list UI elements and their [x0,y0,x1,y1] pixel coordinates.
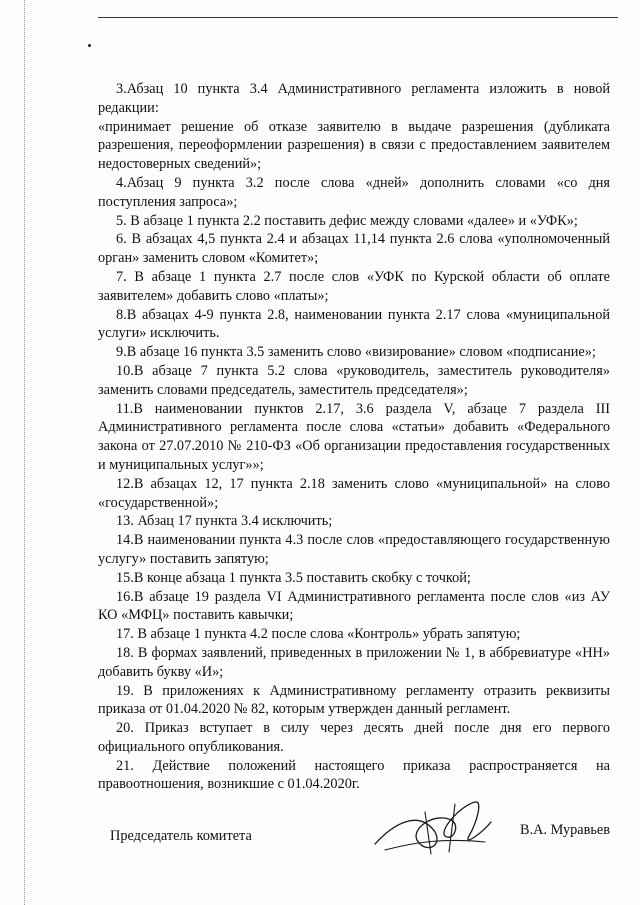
paragraph-item-5: 5. В абзаце 1 пункта 2.2 поставить дефис между словами «далее» и «УФК»; [116,212,578,229]
scan-dot-mark [88,44,91,47]
top-rule [98,17,618,18]
signature-block [110,822,610,862]
paragraph-item-8: 8.В абзацах 4-9 пункта 2.8, наименовании пункта 2.17 слова «муниципальной услуги» исключить. [98,306,610,342]
paragraph-item-11: 11.В наименовании пунктов 2.17, 3.6 раздела V, абзаце 7 раздела III Административного регламента после слова «статьи» добавить «Федерального закона от 27.07.2010 № 210-ФЗ «Об организации предоставления государственных и муниципальных услуг»»; [98,400,610,473]
paragraph-item-7: 7. В абзаце 1 пункта 2.7 после слов «УФК по Курской области об оплате заявителем» добавить слово «платы»; [98,268,610,304]
document-body [98,80,610,794]
handwritten-signature [365,792,505,862]
paragraph-item-16: 16.В абзаце 19 раздела VI Административного регламента после слов «из АУ КО «МФЦ» поставить кавычки; [98,588,610,624]
paragraph-item-13: 13. Абзац 17 пункта 3.4 исключить; [116,513,333,530]
signatory-name: В.А. Муравьев [520,822,610,838]
paragraph-item-20: 20. Приказ вступает в силу через десять дней после дня его первого официального опубликования. [98,720,610,755]
paragraph-quote: «принимает решение об отказе заявителю в выдаче разрешения (дубликата разрешения, переоформлении разрешения) в связи с предоставлением заявителем недостоверных сведений»; [98,118,610,173]
paragraph-item-15: 15.В конце абзаца 1 пункта 3.5 поставить скобку с точкой; [116,569,471,586]
scan-edge-line [24,0,25,905]
paragraph-item-17: 17. В абзаце 1 пункта 4.2 после слова «Контроль» убрать запятую; [116,626,521,643]
paragraph-item-4: 4.Абзац 9 пункта 3.2 после слова «дней» дополнить словами «со дня поступления запроса»; [98,174,610,210]
paragraph-item-10: 10.В абзаце 7 пункта 5.2 слова «руководитель, заместитель руководителя» заменить словами председатель, заместитель председателя»; [98,362,610,398]
paragraph-item-12: 12.В абзацах 12, 17 пункта 2.18 заменить слово «муниципальной» на слово «государственной»; [98,475,610,511]
paragraph-item-3: 3.Абзац 10 пункта 3.4 Административного регламента изложить в новой редакции: [98,81,610,116]
paragraph-item-6: 6. В абзацах 4,5 пункта 2.4 и абзацах 11,14 пункта 2.6 слова «уполномоченный орган» заменить словом «Комитет»; [98,231,610,267]
signatory-title: Председатель комитета [110,828,252,844]
paragraph-item-9: 9.В абзаце 16 пункта 3.5 заменить слово «визирование» словом «подписание»; [116,344,596,361]
paragraph-item-19: 19. В приложениях к Административному регламенту отразить реквизиты приказа от 01.04.2020 № 82, которым утвержден данный регламент. [98,682,610,718]
paragraph-item-14: 14.В наименовании пункта 4.3 после слов «предоставляющего государственную услугу» поставить запятую; [98,532,610,567]
paragraph-item-18: 18. В формах заявлений, приведенных в приложении № 1, в аббревиатуре «НН» добавить букву «И»; [98,644,610,680]
paragraph-item-21: 21. Действие положений настоящего приказа распространяется на правоотношения, возникшие с 01.04.2020г. [98,757,610,793]
